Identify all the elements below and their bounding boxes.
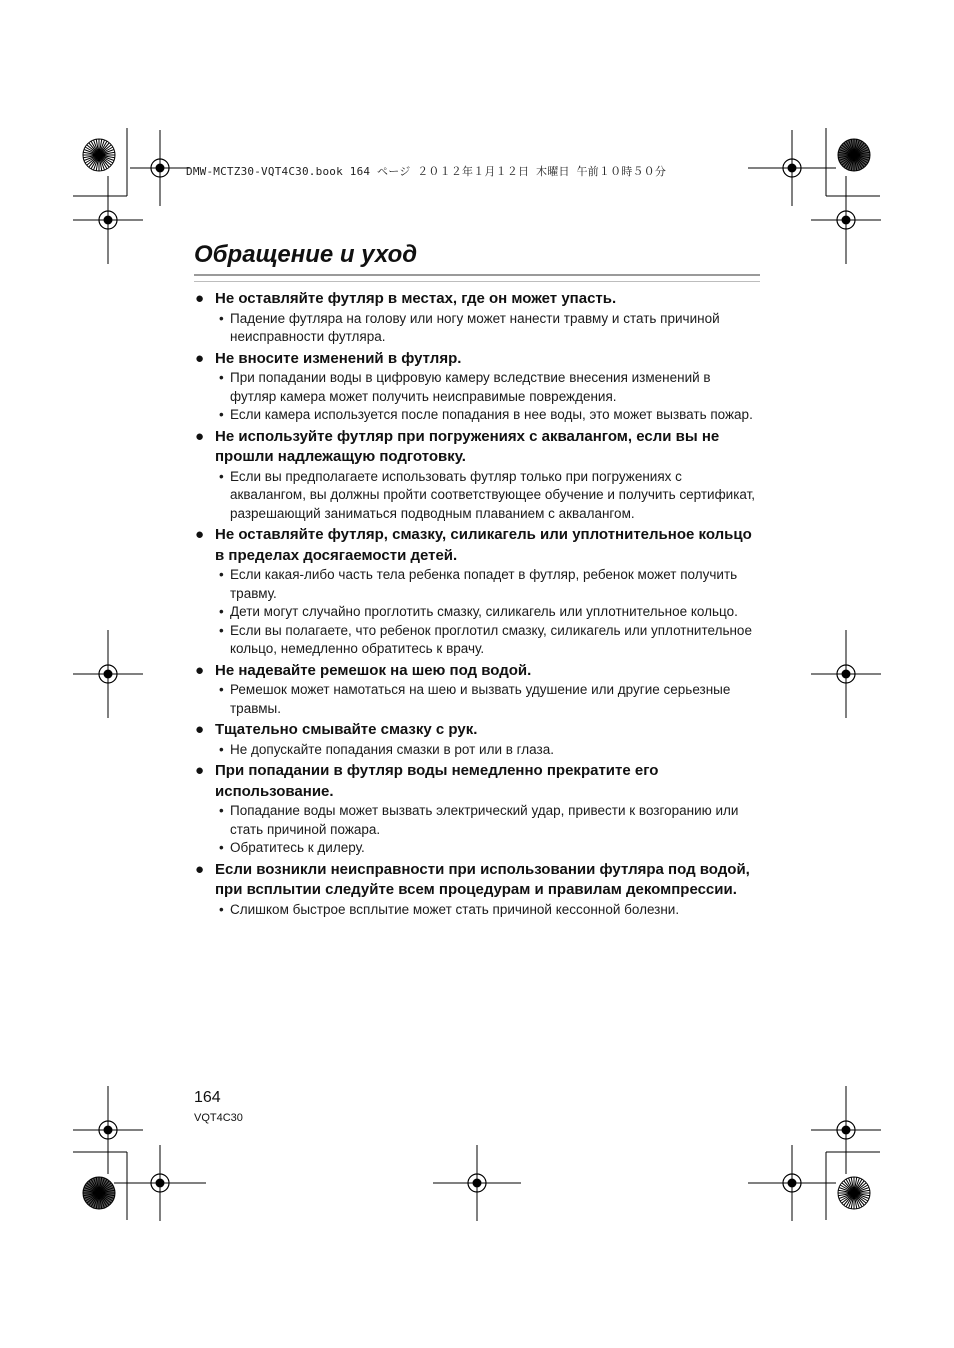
target-dot xyxy=(104,216,113,225)
sub-item-text: Если какая-либо часть тела ребенка попадет в футляр, ребенок может получить травму. xyxy=(230,567,738,601)
list-item xyxy=(194,661,760,719)
sub-bullet-icon: • xyxy=(219,682,224,697)
item-heading: Если возникли неисправности при использовании футляра под водой, при всплытии следуйте всем процедурам и правилам декомпрессии. xyxy=(215,860,750,898)
sub-item-text: Не допускайте попадания смазки в рот или в глаза. xyxy=(230,741,554,757)
list-item xyxy=(194,349,760,425)
sunburst-center xyxy=(851,152,857,158)
list-item xyxy=(194,525,760,659)
item-heading: Не надевайте ремешок на шею под водой. xyxy=(215,661,532,679)
sub-bullet-icon: • xyxy=(219,803,224,818)
sunburst-center xyxy=(851,1190,857,1196)
sub-bullet-icon: • xyxy=(219,310,224,326)
sub-item-text: Падение футляра на голову или ногу может нанести травму и стать причиной неисправности футляра. xyxy=(230,310,720,344)
sunburst-center xyxy=(96,1190,102,1196)
target-dot xyxy=(156,1179,165,1188)
bullet-icon: ● xyxy=(195,526,205,543)
bullet-icon: ● xyxy=(195,349,205,367)
target-dot xyxy=(156,164,165,173)
sub-bullet-icon: • xyxy=(219,370,224,385)
target-dot xyxy=(788,164,797,173)
target-dot xyxy=(104,1126,113,1135)
target-dot xyxy=(104,670,113,679)
list-item xyxy=(194,720,760,759)
sub-bullet-icon: • xyxy=(219,468,224,484)
sub-bullet-icon: • xyxy=(219,840,224,855)
sub-bullet-icon: • xyxy=(219,741,224,757)
sub-item-text: Если камера используется после попадания в нее воды, это может вызвать пожар. xyxy=(230,407,753,422)
title-rule xyxy=(194,274,760,282)
target-dot xyxy=(473,1179,482,1188)
page-title: Обращение и уход xyxy=(194,241,418,268)
print-header: DMW-MCTZ30-VQT4C30.book 164 ページ ２０１２年１月１２日 木曜日 午前１０時５０分 xyxy=(186,165,667,178)
sub-item-text: Дети могут случайно проглотить смазку, силикагель или уплотнительное кольцо. xyxy=(230,604,738,619)
bullet-icon: ● xyxy=(195,661,205,679)
sub-bullet-icon: • xyxy=(219,622,224,638)
sub-item-text: Слишком быстрое всплытие может стать причиной кессонной болезни. xyxy=(230,901,680,917)
doc-code: VQT4C30 xyxy=(194,1112,243,1124)
target-dot xyxy=(842,216,851,225)
sub-item-text: Обратитесь к дилеру. xyxy=(230,840,365,855)
target-dot xyxy=(842,670,851,679)
sub-bullet-icon: • xyxy=(219,407,224,422)
item-heading: При попадании в футляр воды немедленно прекратите его использование. xyxy=(215,762,659,800)
sub-item-text: Если вы предполагаете использовать футляр только при погружениях с аквалангом, вы должны пройти соответствующее обучение и получить сертификат, разрешающий заниматься подводным плаванием с аквалангом. xyxy=(230,468,756,521)
sub-bullet-icon: • xyxy=(219,567,224,582)
bullet-icon: ● xyxy=(195,721,205,738)
sub-item-text: При попадании воды в цифровую камеру вследствие внесения изменений в футляр камера может получить неисправимые повреждения. xyxy=(230,370,711,404)
sub-item-text: Попадание воды может вызвать электрический удар, привести к возгоранию или стать причиной пожара. xyxy=(230,803,739,837)
target-dot xyxy=(842,1126,851,1135)
list-item xyxy=(194,860,760,920)
sub-item-text: Ремешок может намотаться на шею и вызвать удушение или другие серьезные травмы. xyxy=(230,682,731,716)
item-heading: Не вносите изменений в футляр. xyxy=(215,349,462,367)
item-heading: Не используйте футляр при погружениях с аквалангом, если вы не прошли надлежащую подготовку. xyxy=(215,427,720,465)
sub-item-text: Если вы полагаете, что ребенок проглотил смазку, силикагель или уплотнительное кольцо, немедленно обратитесь к врачу. xyxy=(230,622,752,656)
page-number: 164 xyxy=(194,1089,221,1106)
bullet-icon: ● xyxy=(195,290,205,307)
list-item xyxy=(194,427,760,524)
list-item xyxy=(194,761,760,858)
item-heading: Не оставляйте футляр в местах, где он может упасть. xyxy=(215,290,617,307)
target-dot xyxy=(788,1179,797,1188)
sunburst-center xyxy=(96,152,102,158)
content xyxy=(194,289,760,921)
list-item xyxy=(194,289,760,347)
item-heading: Не оставляйте футляр, смазку, силикагель или уплотнительное кольцо в пределах досягаемости детей. xyxy=(215,526,752,564)
sub-bullet-icon: • xyxy=(219,604,224,619)
bullet-icon: ● xyxy=(195,427,205,445)
bullet-icon: ● xyxy=(195,860,205,878)
item-heading: Тщательно смывайте смазку с рук. xyxy=(215,721,478,738)
sub-bullet-icon: • xyxy=(219,901,224,917)
bullet-icon: ● xyxy=(195,762,205,779)
